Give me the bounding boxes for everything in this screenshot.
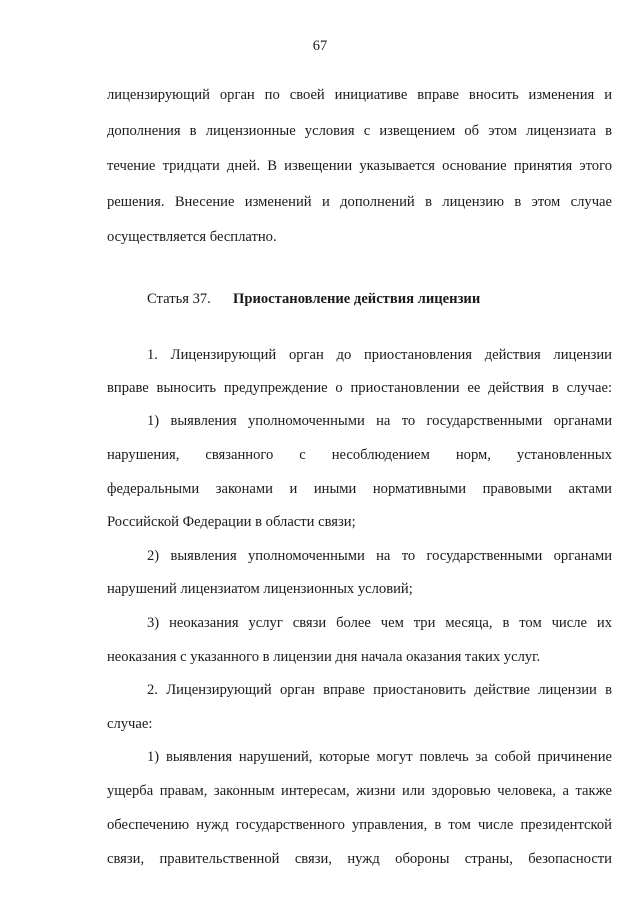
clause-item-line: федеральными законами и иными нормативными правовыми актами <box>107 481 612 497</box>
clause-item-line: 2) выявления уполномоченными на то государственными органами <box>147 548 612 564</box>
paragraph-line: решения. Внесение изменений и дополнений в лицензию в этом случае <box>107 194 612 210</box>
paragraph-line: лицензирующий орган по своей инициативе вправе вносить изменения и <box>107 87 612 103</box>
clause-item-line: связи, правительственной связи, нужд обороны страны, безопасности <box>107 851 612 867</box>
paragraph-line: течение тридцати дней. В извещении указывается основание принятия этого <box>107 158 612 174</box>
page-number: 67 <box>312 38 328 54</box>
clause-item-line: нарушения, связанного с несоблюдением норм, установленных <box>107 447 612 463</box>
clause-item-line: неоказания с указанного в лицензии дня начала оказания таких услуг. <box>107 649 541 665</box>
article-number: Статья 37. <box>147 291 211 307</box>
clause-item-line: 1) выявления уполномоченными на то государственными органами <box>147 413 612 429</box>
clause-line: случае: <box>107 716 153 732</box>
clause-line: 1. Лицензирующий орган до приостановления действия лицензии <box>147 347 612 363</box>
clause-line: 2. Лицензирующий орган вправе приостановить действие лицензии в <box>147 682 612 698</box>
clause-item-line: обеспечению нужд государственного управления, в том числе президентской <box>107 817 612 833</box>
clause-item-line: нарушений лицензиатом лицензионных условий; <box>107 581 413 597</box>
paragraph-line: осуществляется бесплатно. <box>107 229 277 245</box>
clause-line: вправе выносить предупреждение о приостановлении ее действия в случае: <box>107 380 612 396</box>
paragraph-line: дополнения в лицензионные условия с извещением об этом лицензиата в <box>107 123 612 139</box>
clause-item-line: 3) неоказания услуг связи более чем три месяца, в том числе их <box>147 615 612 631</box>
article-title: Приостановление действия лицензии <box>233 291 481 307</box>
clause-item-line: 1) выявления нарушений, которые могут повлечь за собой причинение <box>147 749 612 765</box>
clause-item-line: Российской Федерации в области связи; <box>107 514 356 530</box>
clause-item-line: ущерба правам, законным интересам, жизни или здоровью человека, а также <box>107 783 612 799</box>
article-heading <box>147 290 480 308</box>
